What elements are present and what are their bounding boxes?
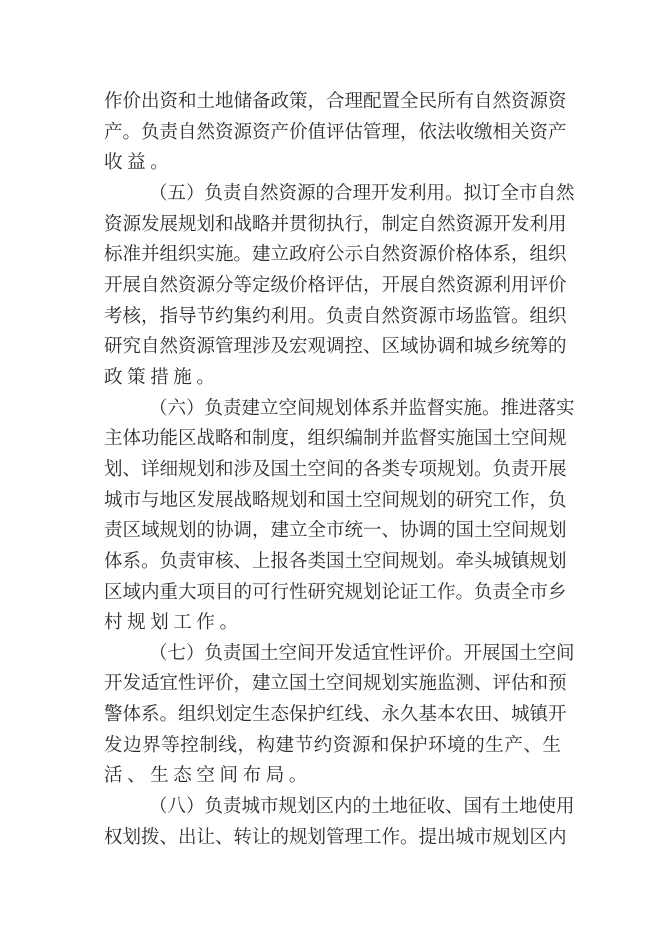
text-line: 城市与地区发展战略规划和国土空间规划的研究工作，负 (104, 489, 567, 511)
text-line: 体系。负责审核、上报各类国土空间规划。牵头城镇规划 (104, 550, 567, 572)
text-line: 开发适宜性评价，建立国土空间规划实施监测、评估和预 (104, 673, 567, 695)
text-line: 活、生态空间布局。 (104, 765, 312, 787)
text-line: 警体系。组织划定生态保护红线、永久基本农田、城镇开 (104, 704, 567, 726)
paragraph-start-line: （五）负责自然资源的合理开发利用。拟订全市自然 (149, 182, 575, 204)
text-line: 主体功能区战略和制度，组织编制并监督实施国土空间规 (104, 428, 567, 450)
text-line: 区域内重大项目的可行性研究规划论证工作。负责全市乡 (104, 581, 567, 603)
text-line: 作价出资和土地储备政策，合理配置全民所有自然资源资 (104, 91, 567, 112)
text-line: 村规划工作。 (104, 612, 243, 634)
text-line: 划、详细规划和涉及国土空间的各类专项规划。负责开展 (104, 458, 567, 480)
text-line: 发边界等控制线，构建节约资源和保护环境的生产、生 (104, 734, 561, 756)
text-line: 研究自然资源管理涉及宏观调控、区域协调和城乡统筹的 (104, 336, 567, 358)
text-line: 政策措施。 (104, 366, 220, 388)
text-line: 收益。 (104, 152, 174, 174)
text-line: 产。负责自然资源资产价值评估管理，依法收缴相关资产 (104, 121, 567, 143)
text-line: 资源发展规划和战略并贯彻执行，制定自然资源开发利用 (104, 213, 567, 235)
text-line: 权划拨、出让、转让的规划管理工作。提出城市规划区内 (104, 826, 567, 848)
paragraph-start-line: （八）负责城市规划区内的土地征收、国有土地使用 (149, 796, 575, 818)
document-page (104, 87, 575, 853)
text-line: 考核，指导节约集约利用。负责自然资源市场监管。组织 (104, 305, 567, 327)
text-line: 标准并组织实施。建立政府公示自然资源价格体系，组织 (104, 244, 567, 266)
paragraph-start-line: （七）负责国土空间开发适宜性评价。开展国土空间 (149, 642, 575, 664)
text-line: 责区域规划的协调，建立全市统一、协调的国土空间规划 (104, 520, 567, 542)
paragraph-start-line: （六）负责建立空间规划体系并监督实施。推进落实 (149, 397, 575, 419)
text-line: 开展自然资源分等定级价格评估，开展自然资源利用评价 (104, 274, 567, 296)
